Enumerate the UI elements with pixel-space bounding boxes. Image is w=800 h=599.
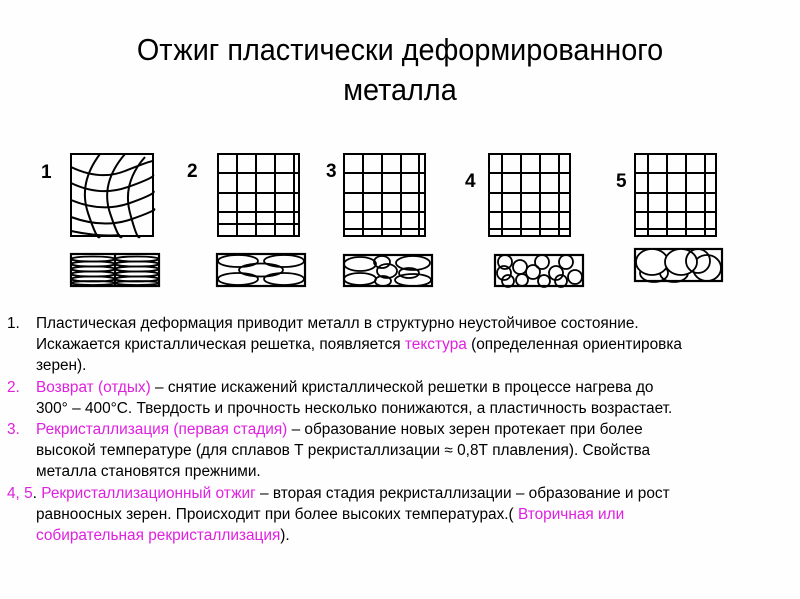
list-text: – образование новых зерен протекает при более — [287, 421, 643, 439]
list-number: 1. — [7, 315, 20, 332]
figure-label-4: 4 — [465, 171, 476, 192]
list-text: высокой температуре (для сплавов Т рекристаллизации ≈ 0,8Т плавления). Свойства — [36, 442, 651, 460]
list-text: 300° – 400°С. Твердость и прочность несколько понижаются, а пластичность возрастает. — [36, 399, 673, 417]
figure-4-small-grains — [494, 254, 584, 287]
figure-3-lattice — [343, 153, 426, 237]
term-collective-recrystallization: собирательная рекристаллизация — [36, 527, 281, 545]
list-item-3 — [0, 419, 800, 483]
figure-label-2: 2 — [187, 161, 198, 182]
list-text: зерен). — [36, 357, 87, 375]
figure-3-new-grains — [343, 254, 433, 287]
term-secondary: Вторичная или — [517, 505, 625, 523]
figure-label-5: 5 — [616, 171, 627, 192]
figure-2-elongated-grains — [216, 253, 306, 287]
list-number: 3. — [7, 421, 20, 439]
list-item-4-5 — [0, 483, 800, 547]
list-text: – вторая стадия рекристаллизации – образование и рост — [255, 484, 670, 502]
term-recovery: Возврат (отдых) — [36, 378, 151, 396]
list-number: 2. — [7, 378, 20, 396]
figure-1-elongated-grains — [70, 253, 160, 287]
term-recrystallization: Рекристаллизация (первая стадия) — [36, 421, 288, 439]
list-number: 4, 5 — [7, 484, 33, 502]
list-text: – снятие искажений кристаллической решетки в процессе нагрева до — [150, 378, 654, 396]
title-line-1: Отжиг пластически деформированного — [136, 32, 664, 67]
list-text: (определенная ориентировка — [466, 336, 682, 354]
figure-5-lattice — [634, 153, 717, 237]
figure-2-lattice — [217, 153, 300, 237]
list-text: металла становятся прежними. — [36, 463, 261, 481]
figure-label-1: 1 — [41, 162, 52, 183]
figure-label-3: 3 — [326, 161, 337, 182]
list-item-2 — [0, 377, 800, 419]
title-line-2: металла — [343, 72, 457, 107]
list-text: Искажается кристаллическая решетка, появляется — [36, 336, 405, 354]
list-text: Пластическая деформация приводит металл в структурно неустойчивое состояние. — [36, 315, 639, 332]
list-text: . — [32, 484, 42, 502]
figure-4-lattice — [488, 153, 571, 237]
term-texture: текстура — [404, 336, 467, 354]
slide-title — [28, 30, 772, 110]
figure-1-distorted-lattice — [70, 153, 154, 237]
term-recrystallization-annealing: Рекристаллизационный отжиг — [41, 484, 256, 502]
list-item-1 — [0, 313, 800, 377]
explanation-list — [0, 313, 800, 546]
list-text: ). — [280, 527, 290, 545]
list-text: равноосных зерен. Происходит при более высоких температурах.( — [36, 505, 518, 523]
figure-5-large-grains — [634, 248, 723, 282]
